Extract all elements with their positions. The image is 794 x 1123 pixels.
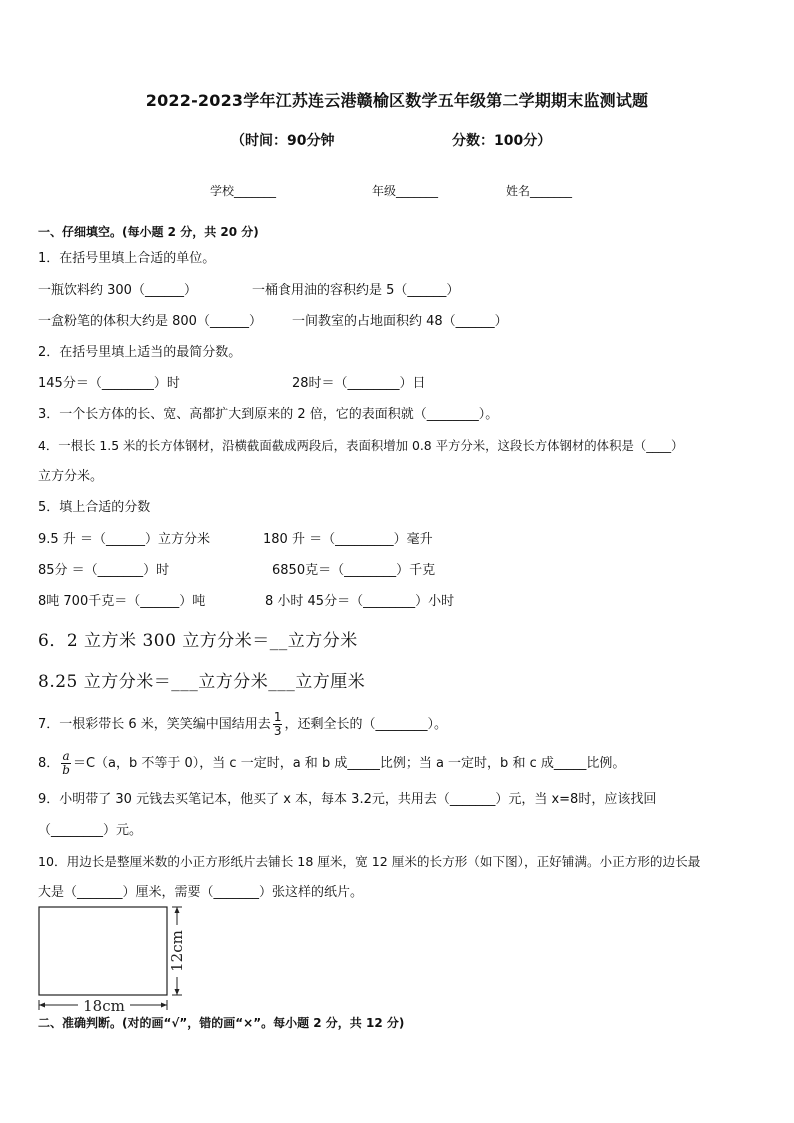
exam-score: 分数：100分）	[452, 133, 552, 149]
height-arrow-up-icon	[175, 907, 180, 913]
q6-line2: 8.25 立方分米＝___立方分米___立方厘米	[38, 672, 366, 692]
q6-line1: 6．2 立方米 300 立方分米＝__立方分米	[38, 631, 358, 651]
q2-stem: 2．在括号里填上适当的最简分数。	[38, 345, 242, 360]
q8-fraction-denominator: b	[62, 763, 70, 777]
grade-field: 年级_______	[372, 184, 439, 198]
q5-stem: 5．填上合适的分数	[38, 500, 151, 515]
height-arrow-down-icon	[175, 989, 180, 995]
q7-fraction-numerator: 1	[273, 710, 282, 724]
q1-stem: 1．在括号里填上合适的单位。	[38, 251, 216, 266]
width-arrow-left-icon	[39, 1003, 45, 1008]
q9-line2: （________）元。	[38, 823, 143, 838]
school-field: 学校_______	[210, 184, 277, 198]
document-title: 2022-2023学年江苏连云港赣榆区数学五年级第二学期期末监测试题	[145, 91, 649, 110]
q4-line2: 立方分米。	[38, 469, 104, 484]
rectangle-shape	[39, 907, 167, 995]
section-1-title: 一、仔细填空。(每小题 2 分，共 20 分)	[38, 225, 259, 239]
q2-a: 145分＝（________）时	[38, 376, 180, 391]
q7-post: ，还剩全长的（________）。	[284, 717, 447, 732]
q1-a: 一瓶饮料约 300（______）	[38, 283, 197, 298]
q4-line1: 4．一根长 1.5 米的长方体钢材，沿横截面截成两段后，表面积增加 0.8 平方分米，这段长方体钢材的体积是（____）	[38, 438, 684, 453]
q3-text: 3．一个长方体的长、宽、高都扩大到原来的 2 倍，它的表面积就（________）。	[38, 407, 499, 422]
q10-line2: 大是（_______）厘米，需要（_______）张这样的纸片。	[38, 885, 364, 900]
height-label: 12cm	[168, 930, 186, 972]
q5-c: 85分 ＝（_______）时	[38, 563, 170, 578]
q5-b: 180 升 ＝（_________）毫升	[263, 532, 433, 547]
q7-fraction-denominator: 3	[273, 724, 282, 738]
q1-b: 一桶食用油的容积约是 5（______）	[252, 283, 460, 298]
q10-line1: 10．用边长是整厘米数的小正方形纸片去铺长 18 厘米，宽 12 厘米的长方形（如下图），正好铺满。小正方形的边长最	[38, 854, 701, 869]
width-arrow-right-icon	[161, 1003, 167, 1008]
q8-fraction	[61, 750, 71, 777]
width-label: 18cm	[83, 997, 125, 1015]
exam-time: （时间：90分钟	[231, 133, 335, 149]
q9-line1: 9．小明带了 30 元钱去买笔记本，他买了 x 本，每本 3.2元，共用去（_______）元，当 x=8时，应该找回	[38, 792, 657, 807]
q7-pre: 7．一根彩带长 6 米，笑笑编中国结用去	[38, 717, 271, 732]
q7-text	[38, 711, 447, 738]
q5-e: 8吨 700千克＝（______）吨	[38, 594, 206, 609]
q5-a: 9.5 升 ＝（______）立方分米	[38, 532, 210, 547]
q7-fraction	[273, 711, 283, 738]
q5-d: 6850克＝（________）千克	[272, 563, 436, 578]
q8-text	[38, 750, 625, 777]
q2-b: 28时＝（________）日	[292, 376, 426, 391]
q1-c: 一盒粉笔的体积大约是 800（______）	[38, 314, 262, 329]
q8-post: ＝C（a，b 不等于 0），当 c 一定时，a 和 b 成_____比例；当 a 一定时，b 和 c 成_____比例。	[72, 756, 626, 771]
name-field: 姓名_______	[506, 184, 573, 198]
q1-d: 一间教室的占地面积约 48（______）	[292, 314, 508, 329]
q5-f: 8 小时 45分＝（________）小时	[265, 594, 455, 609]
q8-pre: 8．	[38, 756, 60, 771]
section-2-title: 二、准确判断。(对的画“√”，错的画“×”。每小题 2 分，共 12 分)	[38, 1016, 405, 1030]
q8-fraction-numerator: a	[62, 749, 70, 763]
rectangle-figure	[34, 903, 194, 1015]
